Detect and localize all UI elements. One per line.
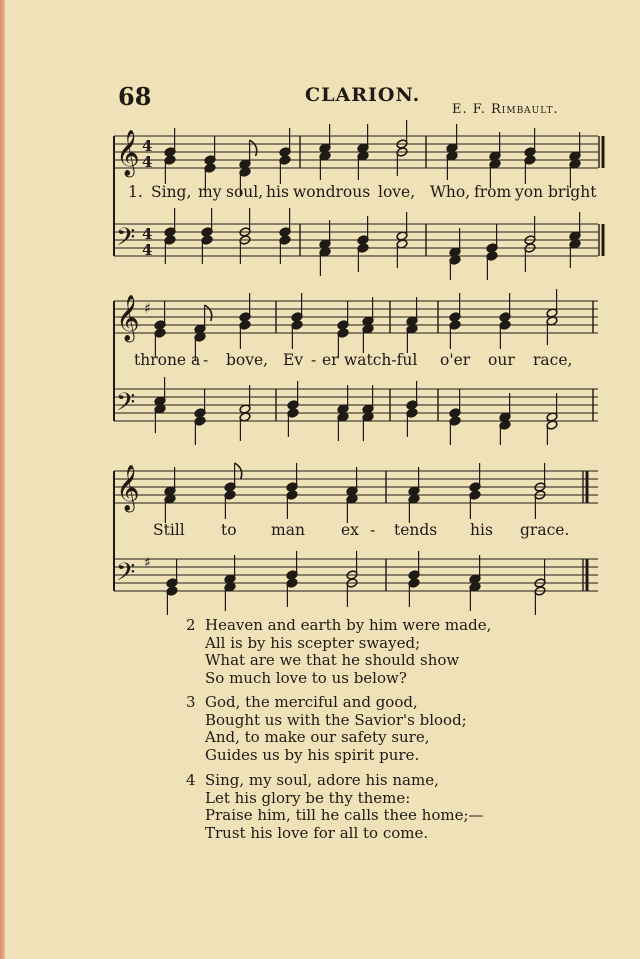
- lyric-word: wondrous: [293, 183, 371, 201]
- time-signature-bottom: 4: [142, 153, 153, 171]
- lyric-word: a: [191, 351, 201, 369]
- lyrics-line-2: [0, 351, 640, 371]
- lyric-word: o'er: [440, 351, 471, 369]
- note-flag: [250, 140, 257, 156]
- hymn-title: CLARION.: [305, 84, 421, 106]
- lyric-word: ex: [341, 521, 359, 539]
- lyric-word: -: [311, 351, 317, 369]
- lyric-word: his: [266, 183, 289, 201]
- time-signature-top: 4: [142, 137, 153, 155]
- verse-line: God, the merciful and good,: [205, 693, 418, 711]
- lyric-word: my: [198, 183, 222, 201]
- lyric-word: Ev: [283, 351, 304, 369]
- verse-line: And, to make our safety sure,: [205, 728, 430, 747]
- verse-4: [186, 772, 546, 844]
- verse-line: Sing, my soul, adore his name,: [205, 771, 439, 789]
- verse-number: 3: [186, 693, 196, 711]
- time-signature-bottom: 4: [142, 241, 153, 259]
- bass-clef: 𝄢: [116, 558, 136, 593]
- lyric-word: tends: [394, 521, 438, 539]
- bass-clef: 𝄢: [116, 223, 136, 258]
- lyric-word: race,: [533, 351, 573, 369]
- lyric-word: -: [370, 521, 376, 539]
- treble-clef: 𝄞: [116, 295, 140, 341]
- sharp-sign: ♯: [144, 555, 151, 571]
- lyric-word: bright: [548, 183, 597, 201]
- verse-line: Let his glory be thy theme:: [205, 788, 411, 807]
- treble-clef: 𝄞: [116, 130, 140, 176]
- lyrics-line-3: [0, 521, 640, 541]
- verse-3: [186, 694, 546, 766]
- lyric-word: 1.: [128, 183, 143, 201]
- verse-line: Heaven and earth by him were made,: [205, 616, 492, 634]
- lyric-word: our: [488, 351, 515, 369]
- page-number: 68: [118, 82, 152, 111]
- verse-number: 4: [186, 771, 196, 789]
- lyric-word: er: [322, 351, 339, 369]
- composer-credit: E. F. Rimbault.: [452, 102, 559, 117]
- verse-line: All is by his scepter swayed;: [205, 633, 421, 652]
- note-flag: [205, 305, 212, 321]
- lyric-word: to: [221, 521, 237, 539]
- lyric-word: from: [474, 183, 512, 201]
- verse-line: Praise him, till he calls thee home;—: [205, 806, 484, 825]
- lyric-word: Still: [153, 521, 185, 539]
- treble-clef: 𝄞: [116, 465, 140, 511]
- verse-number: 2: [186, 616, 196, 634]
- lyric-word: bove,: [226, 351, 269, 369]
- lyric-word: throne: [134, 351, 187, 369]
- lyric-word: Who,: [430, 183, 471, 201]
- lyric-word: soul,: [226, 183, 264, 201]
- bass-clef: 𝄢: [116, 388, 136, 423]
- verse-line: What are we that he should show: [205, 651, 460, 670]
- time-signature-top: 4: [142, 225, 153, 243]
- lyric-word: Sing,: [151, 183, 192, 201]
- lyric-word: -: [203, 351, 209, 369]
- lyric-word: yon: [515, 183, 544, 201]
- verse-line: So much love to us below?: [205, 668, 407, 687]
- lyric-word: grace.: [520, 521, 570, 539]
- verse-2: [186, 617, 546, 689]
- lyric-word: love,: [378, 183, 416, 201]
- lyric-word: watch-ful: [344, 351, 418, 369]
- verse-line: Trust his love for all to come.: [205, 823, 429, 842]
- verse-line: Guides us by his spirit pure.: [205, 745, 420, 764]
- lyric-word: man: [271, 521, 305, 539]
- lyrics-line-1: [0, 183, 640, 203]
- verse-line: Bought us with the Savior's blood;: [205, 710, 467, 729]
- sharp-sign: ♯: [144, 301, 151, 317]
- lyric-word: his: [470, 521, 493, 539]
